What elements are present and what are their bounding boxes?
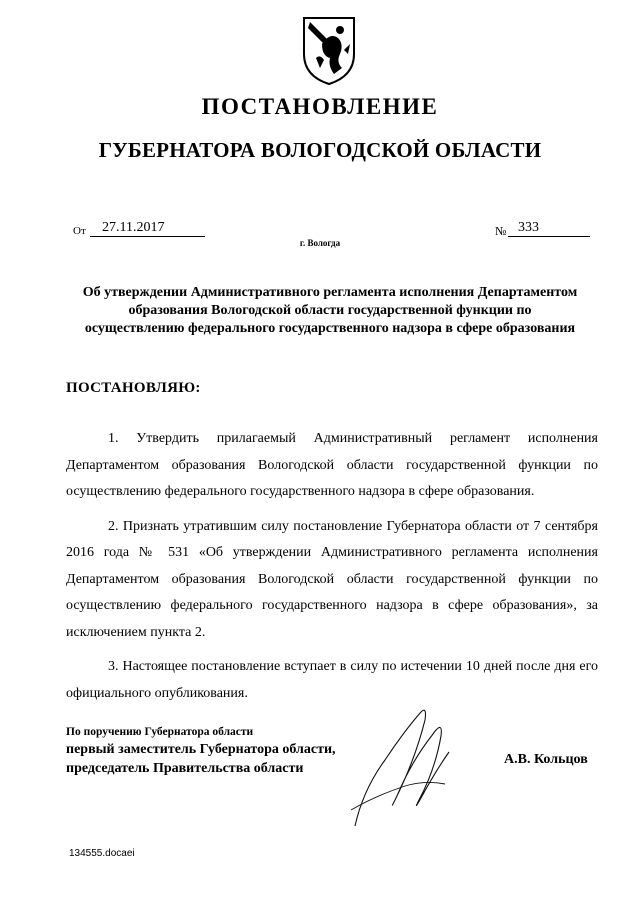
paragraph-1: 1. Утвердить прилагаемый Административный регламент исполнения Департаментом образования Вологодской области государственной функции по осуществлению федерального государственного надзора в сфере образования.	[66, 431, 598, 499]
document-subtitle: ГУБЕРНАТОРА ВОЛОГОДСКОЙ ОБЛАСТИ	[98, 138, 542, 162]
signatory-block	[66, 724, 336, 778]
document-body	[66, 426, 598, 715]
handwritten-signature	[345, 700, 465, 832]
paragraph-2: 2. Признать утратившим силу постановление Губернатора области от 7 сентября 2016 года № 531 «Об утверждении Административного регламента исполнения Департаментом образования Вологодской области государственной функции по осуществлению федерального государственного надзора в сфере образования», за исключением пункта 2.	[66, 518, 598, 640]
signatory-line-3: председатель Правительства области	[66, 761, 304, 776]
signatory-line-2: первый заместитель Губернатора области,	[66, 742, 336, 757]
number-label: №	[495, 224, 507, 238]
date-value: 27.11.2017	[90, 220, 205, 237]
signatory-name: А.В. Кольцов	[504, 752, 588, 767]
document-subject: Об утверждении Административного регламента исполнения Департаментом образования Вологодской области государственной функции по осуществлению федерального государственного надзора в сфере образования	[82, 285, 578, 336]
document-title: ПОСТАНОВЛЕНИЕ	[201, 94, 439, 119]
date-label: От	[73, 225, 86, 237]
signatory-line-1: По поручению Губернатора области	[66, 726, 254, 738]
number-value: 333	[508, 220, 590, 237]
footer-file-id: 134555.docaei	[69, 848, 135, 859]
paragraph-3: 3. Настоящее постановление вступает в силу по истечении 10 дней после дня его официального опубликования.	[66, 659, 598, 701]
city: г. Вологда	[299, 238, 341, 248]
coat-of-arms-emblem	[300, 14, 358, 86]
decree-word: ПОСТАНОВЛЯЮ:	[66, 380, 201, 396]
